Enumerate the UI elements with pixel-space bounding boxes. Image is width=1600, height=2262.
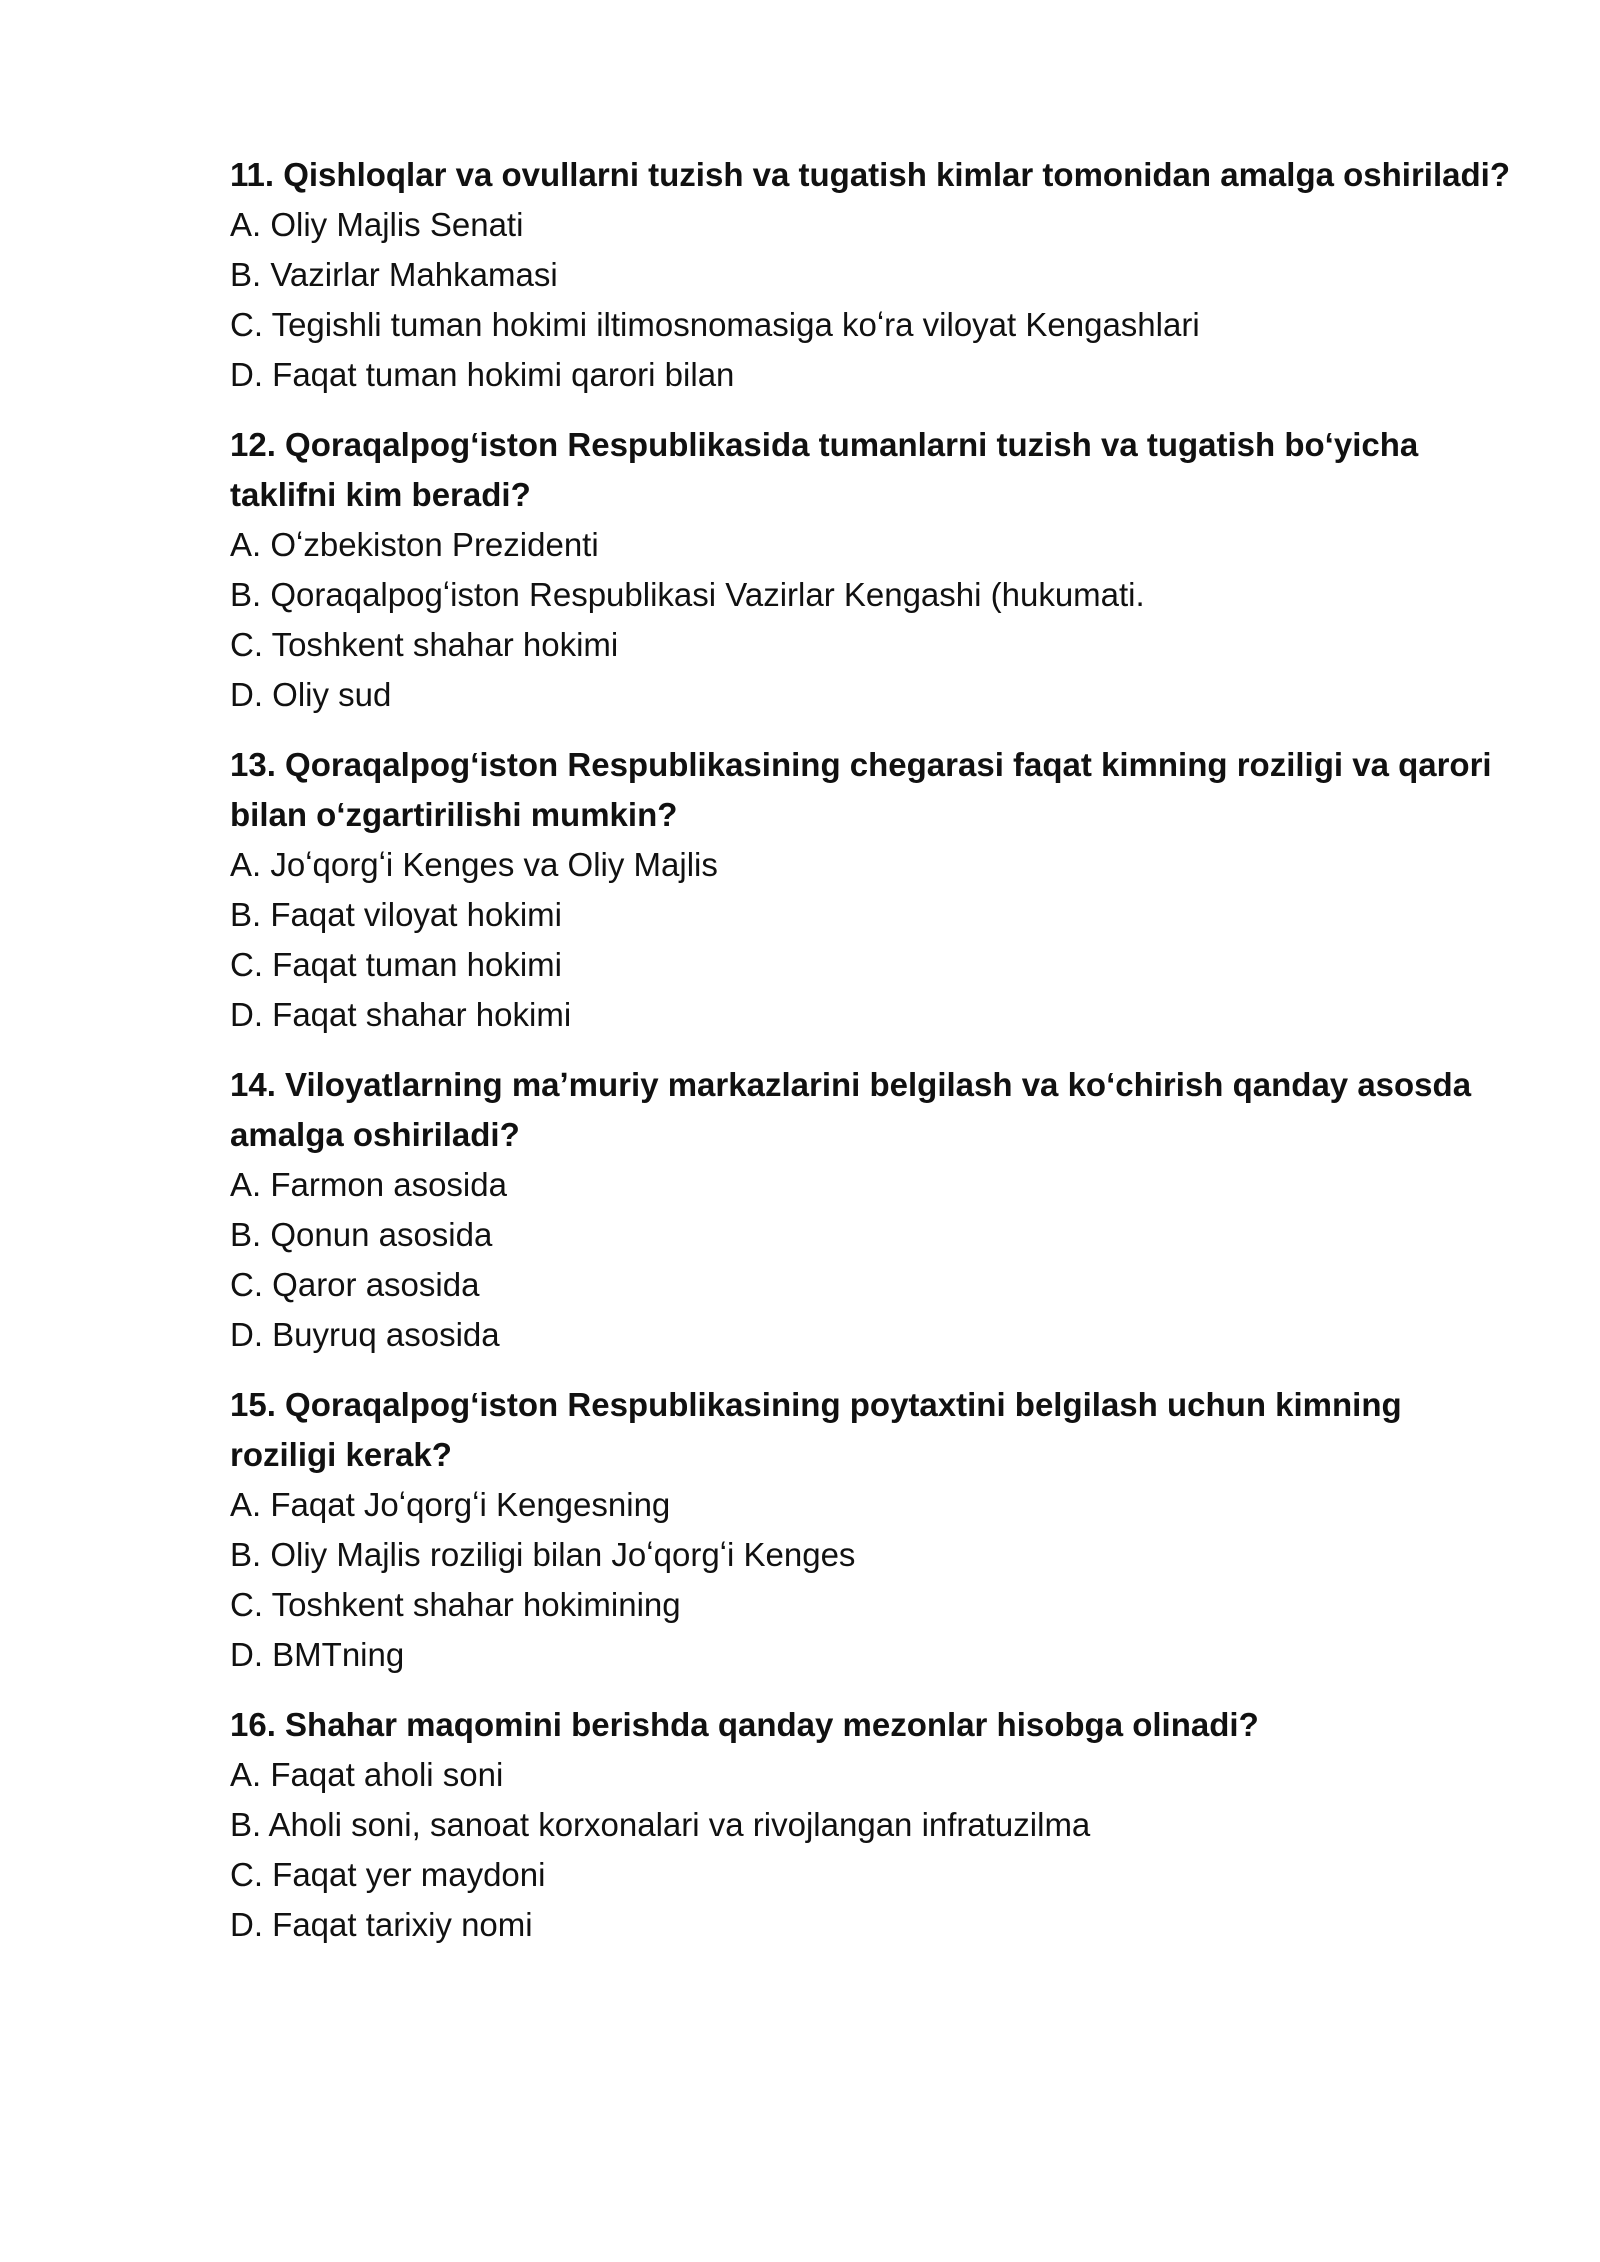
option-b: B. Qoraqalpogʻiston Respublikasi Vazirlar Kengashi (hukumati.: [230, 576, 1145, 613]
option-a: A. Oliy Majlis Senati: [230, 206, 524, 243]
option-d: D. Faqat shahar hokimi: [230, 996, 572, 1033]
question-title: 12. Qoraqalpogʻiston Respublikasida tumanlarni tuzish va tugatish boʻyicha taklifni kim beradi?: [230, 426, 1419, 513]
question-13: [230, 740, 1510, 1040]
question-title: 11. Qishloqlar va ovullarni tuzish va tugatish kimlar tomonidan amalga oshiriladi?: [230, 156, 1510, 193]
option-a: A. Faqat Joʻqorgʻi Kengesning: [230, 1486, 671, 1523]
question-11: [230, 150, 1510, 400]
document-page: [230, 150, 1510, 1970]
option-a: A. Joʻqorgʻi Kenges va Oliy Majlis: [230, 846, 718, 883]
option-d: D. Faqat tuman hokimi qarori bilan: [230, 356, 735, 393]
option-d: D. Faqat tarixiy nomi: [230, 1906, 533, 1943]
question-title: 16. Shahar maqomini berishda qanday mezonlar hisobga olinadi?: [230, 1706, 1259, 1743]
question-12: [230, 420, 1510, 720]
option-c: C. Toshkent shahar hokimi: [230, 626, 619, 663]
option-c: C. Qaror asosida: [230, 1266, 480, 1303]
option-d: D. BMTning: [230, 1636, 405, 1673]
option-d: D. Oliy sud: [230, 676, 392, 713]
option-a: A. Faqat aholi soni: [230, 1756, 504, 1793]
option-c: C. Faqat yer maydoni: [230, 1856, 546, 1893]
question-15: [230, 1380, 1510, 1680]
option-b: B. Qonun asosida: [230, 1216, 493, 1253]
option-c: C. Toshkent shahar hokimining: [230, 1586, 681, 1623]
option-b: B. Aholi soni, sanoat korxonalari va rivojlangan infratuzilma: [230, 1806, 1091, 1843]
question-title: 14. Viloyatlarning maʼmuriy markazlarini belgilash va koʻchirish qanday asosda amalga oshiriladi?: [230, 1066, 1472, 1153]
option-b: B. Oliy Majlis roziligi bilan Joʻqorgʻi Kenges: [230, 1536, 856, 1573]
option-d: D. Buyruq asosida: [230, 1316, 500, 1353]
option-c: C. Tegishli tuman hokimi iltimosnomasiga koʻra viloyat Kengashlari: [230, 306, 1200, 343]
option-a: A. Farmon asosida: [230, 1166, 507, 1203]
question-14: [230, 1060, 1510, 1360]
option-b: B. Vazirlar Mahkamasi: [230, 256, 558, 293]
question-title: 15. Qoraqalpogʻiston Respublikasining poytaxtini belgilash uchun kimning roziligi kerak?: [230, 1386, 1402, 1473]
question-16: [230, 1700, 1510, 1950]
option-a: A. Oʻzbekiston Prezidenti: [230, 526, 599, 563]
option-c: C. Faqat tuman hokimi: [230, 946, 562, 983]
question-title: 13. Qoraqalpogʻiston Respublikasining chegarasi faqat kimning roziligi va qarori bilan oʻzgartirilishi mumkin?: [230, 746, 1492, 833]
option-b: B. Faqat viloyat hokimi: [230, 896, 562, 933]
